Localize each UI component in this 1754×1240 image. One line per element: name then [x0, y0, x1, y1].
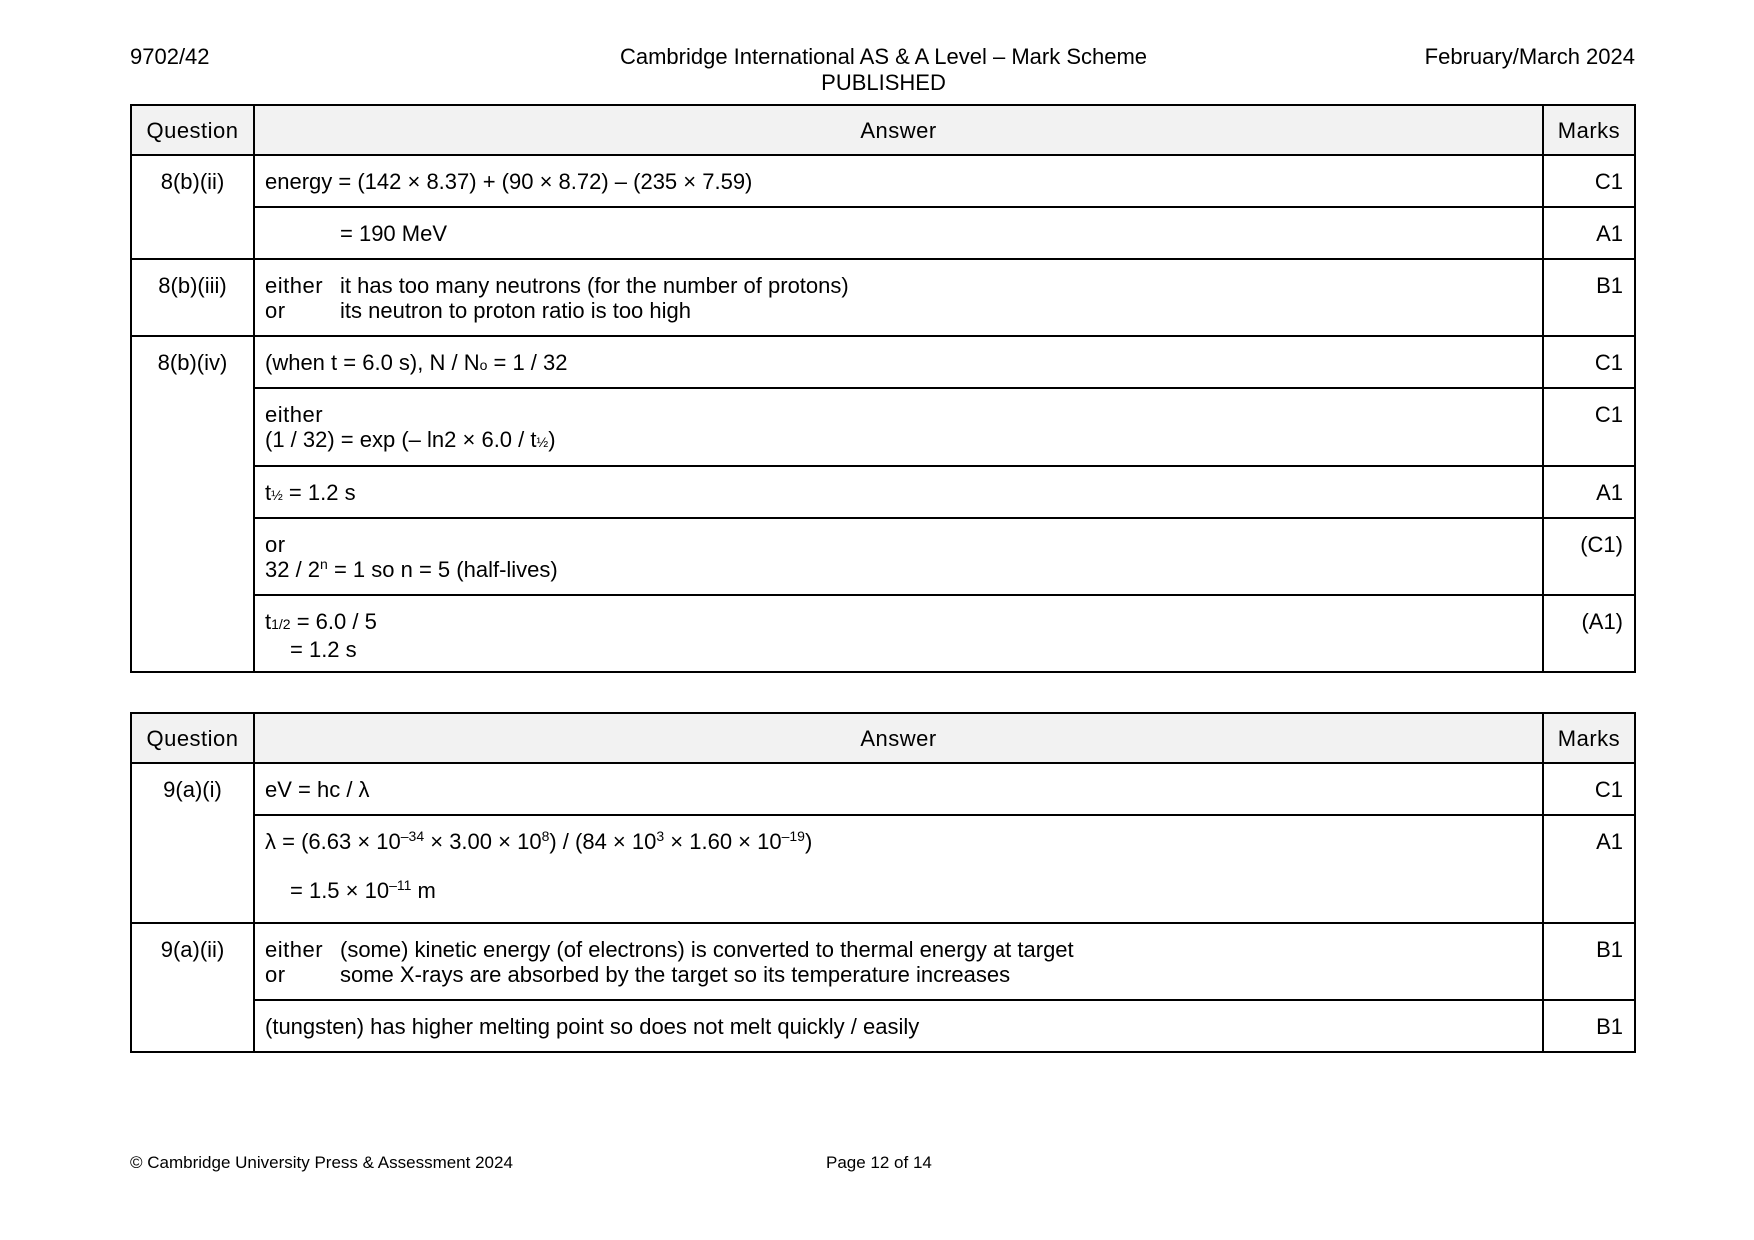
column-header-question: Question [131, 713, 254, 763]
copyright-notice: © Cambridge University Press & Assessment 2024 [130, 1153, 513, 1172]
answer-cell [254, 518, 1543, 595]
subscript: ½ [536, 434, 549, 450]
answer-text: t [265, 480, 272, 505]
answer-cell [254, 815, 1543, 923]
column-header-question: Question [131, 105, 254, 155]
column-header-answer: Answer [254, 105, 1543, 155]
subscript: 1/2 [271, 616, 291, 632]
table-row [131, 259, 1635, 336]
marks-cell: B1 [1543, 1000, 1635, 1052]
marks-cell: C1 [1543, 763, 1635, 815]
table-header-row [131, 713, 1635, 763]
superscript: n [320, 556, 328, 572]
answer-text: = 1.2 s [282, 480, 356, 505]
marks-cell: C1 [1543, 388, 1635, 466]
published-label: PUBLISHED [821, 70, 946, 95]
title: Cambridge International AS & A Level – Mark Scheme [619, 44, 1148, 69]
question-number: 9(a)(ii) [131, 923, 254, 1052]
answer-text: some X-rays are absorbed by the target so its temperature increases [340, 962, 1011, 987]
paper-code: 9702/42 [130, 44, 210, 69]
marks-cell: A1 [1543, 466, 1635, 518]
answer-cell: (tungsten) has higher melting point so does not melt quickly / easily [254, 1000, 1543, 1052]
answer-cell [254, 388, 1543, 466]
table-header-row [131, 105, 1635, 155]
either-keyword: either [265, 937, 324, 962]
table-row [131, 1000, 1635, 1052]
answer-cell: eV = hc / λ [254, 763, 1543, 815]
mark-scheme-table-1 [130, 104, 1636, 673]
answer-text: = 1 / 32 [487, 350, 568, 375]
marks-cell: B1 [1543, 923, 1635, 1000]
marks-cell: C1 [1543, 336, 1635, 388]
answer-text: it has too many neutrons (for the number of protons) [340, 273, 849, 298]
answer-text: 32 / 2 [265, 557, 321, 582]
or-keyword: or [265, 532, 286, 557]
or-keyword: or [265, 298, 286, 323]
answer-cell [254, 595, 1543, 672]
answer-cell [254, 923, 1543, 1000]
answer-result: = $1.5 \times 10^{-11}$ m [290, 877, 436, 903]
marks-cell: A1 [1543, 207, 1635, 259]
table-row [131, 155, 1635, 207]
answer-cell [254, 336, 1543, 388]
either-keyword: either [265, 273, 324, 298]
table-row [131, 763, 1635, 815]
column-header-marks: Marks [1543, 713, 1635, 763]
answer-cell: energy = (142 × 8.37) + (90 × 8.72) – (235 × 7.59) [254, 155, 1543, 207]
marks-cell: (C1) [1543, 518, 1635, 595]
page-number: Page 12 of 14 [826, 1153, 932, 1172]
column-header-marks: Marks [1543, 105, 1635, 155]
table-row [131, 336, 1635, 388]
question-number: 8(b)(iii) [131, 259, 254, 336]
answer-cell [254, 259, 1543, 336]
answer-text: (some) kinetic energy (of electrons) is converted to thermal energy at target [340, 937, 1074, 962]
either-keyword: either [265, 402, 324, 427]
answer-text: = 190 MeV [340, 221, 448, 246]
table-row [131, 388, 1635, 466]
answer-text: = 6.0 / 5 [290, 609, 377, 634]
table-row [131, 595, 1635, 672]
column-header-answer: Answer [254, 713, 1543, 763]
exam-session: February/March 2024 [1424, 44, 1635, 69]
answer-equation: $\lambda = (6.63 \times 10^{-34} \times 3.00 \times 10^8) / (84 \times 10^3 \times 1.60 \times 10^{-19})$ [265, 828, 813, 854]
question-number: 9(a)(i) [131, 763, 254, 923]
subscript: o [479, 357, 488, 373]
table-row [131, 923, 1635, 1000]
marks-cell: A1 [1543, 815, 1635, 923]
answer-text: = 1 so n = 5 (half-lives) [327, 557, 558, 582]
marks-cell: (A1) [1543, 595, 1635, 672]
table-row [131, 518, 1635, 595]
answer-text: t [265, 609, 272, 634]
marks-cell: B1 [1543, 259, 1635, 336]
or-keyword: or [265, 962, 286, 987]
marks-cell: C1 [1543, 155, 1635, 207]
question-number: 8(b)(iv) [131, 336, 254, 672]
subscript: ½ [271, 487, 283, 503]
answer-text: (1 / 32) = exp (– ln2 × 6.0 / t [265, 427, 537, 452]
table-row [131, 466, 1635, 518]
answer-cell [254, 466, 1543, 518]
table-row [131, 207, 1635, 259]
answer-text: (when t = 6.0 s), N / N [265, 350, 480, 375]
mark-scheme-table-2 [130, 712, 1636, 1053]
answer-text: = 1.2 s [290, 637, 357, 662]
answer-cell [254, 207, 1543, 259]
answer-text: ) [548, 427, 556, 452]
table-row [131, 815, 1635, 923]
question-number: 8(b)(ii) [131, 155, 254, 259]
answer-text: its neutron to proton ratio is too high [340, 298, 691, 323]
